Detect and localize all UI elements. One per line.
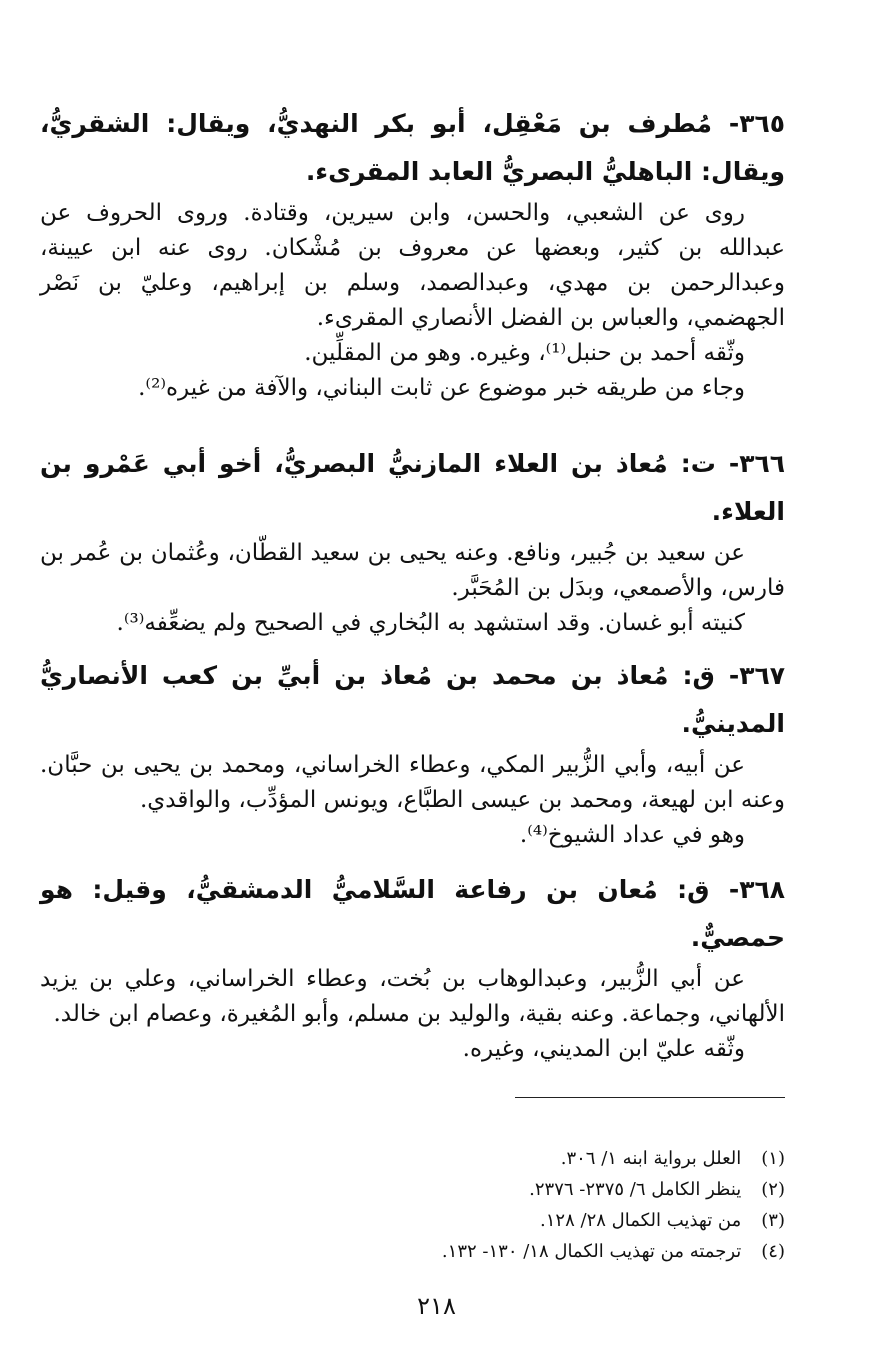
footnote-number: (٢)	[761, 1179, 785, 1200]
footnote-divider	[515, 1097, 785, 1098]
entry-paragraph: عن سعيد بن جُبير، ونافع. وعنه يحيى بن سعيد القطّان، وعُثمان بن عُمر بن فارس، والأصمعي، وبدَل بن المُحَبَّر.	[40, 540, 785, 601]
entry-paragraph: وجاء من طريقه خبر موضوع عن ثابت البناني، والآفة من غيره⁽²⁾.	[138, 375, 745, 401]
entry-title: ٣٦٥- مُطرف بن مَعْقِل، أبو بكر النهديُّ، ويقال: الشقريُّ، ويقال: الباهليُّ البصريُّ العابد المقرىء.	[40, 109, 785, 186]
footnote-number: (٣)	[761, 1210, 785, 1231]
footnote-number: (٤)	[761, 1241, 785, 1262]
footnote-number: (١)	[761, 1148, 785, 1169]
footnote	[40, 1174, 785, 1205]
entry-366	[40, 440, 785, 641]
footnote	[40, 1236, 785, 1267]
entry-365	[40, 100, 785, 406]
entry-title: ٣٦٧- ق: مُعاذ بن محمد بن مُعاذ بن أبيِّ بن كعب الأنصاريُّ المدينيُّ.	[40, 661, 785, 738]
footnote-text: العلل برواية ابنه ١/ ٣٠٦.	[560, 1148, 742, 1169]
entry-paragraph: عن أبي الزُّبير، وعبدالوهاب بن بُخت، وعطاء الخراساني، وعلي بن يزيد الألهاني، وجماعة. وعنه بقية، والوليد بن مسلم، وأبو المُغيرة، وعصام ابن خالد.	[40, 966, 785, 1027]
footnote-text: ينظر الكامل ٦/ ٢٣٧٥- ٢٣٧٦.	[529, 1179, 742, 1200]
footnotes	[40, 1143, 785, 1267]
entry-paragraph: كنيته أبو غسان. وقد استشهد به البُخاري في الصحيح ولم يضعِّفه⁽³⁾.	[116, 610, 745, 636]
entry-368	[40, 866, 785, 1067]
footnote-text: من تهذيب الكمال ٢٨/ ١٢٨.	[540, 1210, 742, 1231]
entry-title: ٣٦٨- ق: مُعان بن رفاعة السَّلاميُّ الدمشقيُّ، وقيل: هو حمصيٌّ.	[40, 875, 785, 952]
entry-367	[40, 652, 785, 853]
entry-paragraph: روى عن الشعبي، والحسن، وابن سيرين، وقتادة. وروى الحروف عن عبدالله بن كثير، وبعضها عن معروف بن مُشْكان. روى عنه ابن عيينة، وعبدالرحمن بن مهدي، وعبدالصمد، وسلم بن إبراهيم، وعليّ بن نَصْر الجهضمي، والعباس بن الفضل الأنصاري المقرىء.	[40, 200, 785, 331]
page-number: ٢١٨	[417, 1292, 456, 1320]
entry-paragraph: عن أبيه، وأبي الزُّبير المكي، وعطاء الخراساني، ومحمد بن يحيى بن حبَّان. وعنه ابن لهيعة، ومحمد بن عيسى الطبَّاع، ويونس المؤدِّب، والواقدي.	[40, 752, 785, 813]
footnote	[40, 1205, 785, 1236]
entry-paragraph: وهو في عداد الشيوخ⁽⁴⁾.	[519, 822, 745, 848]
entry-paragraph: وثّقه عليّ ابن المديني، وغيره.	[462, 1036, 745, 1062]
entry-title: ٣٦٦- ت: مُعاذ بن العلاء المازنيُّ البصريُّ، أخو أبي عَمْرو بن العلاء.	[40, 449, 785, 526]
entry-paragraph: وثّقه أحمد بن حنبل⁽¹⁾، وغيره. وهو من المقلِّين.	[304, 340, 745, 366]
footnote	[40, 1143, 785, 1174]
footnote-text: ترجمته من تهذيب الكمال ١٨/ ١٣٠- ١٣٢.	[441, 1241, 742, 1262]
